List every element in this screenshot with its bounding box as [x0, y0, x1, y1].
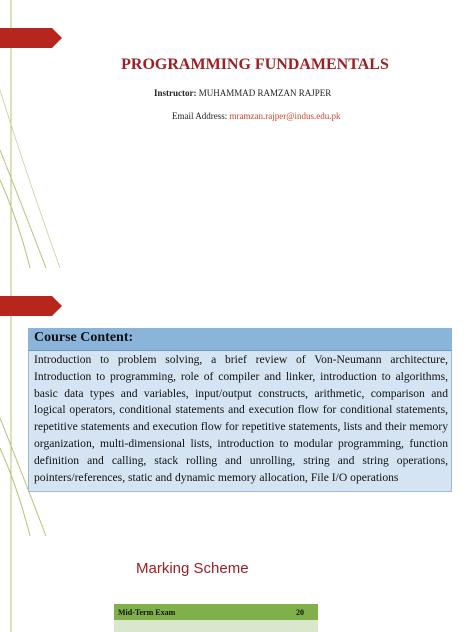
table-row [114, 620, 318, 632]
instructor-name: MUHAMMAD RAMZAN RAJPER [198, 88, 332, 98]
row-label: Mid-Term Exam [114, 604, 260, 620]
ribbon-marker [0, 28, 62, 48]
row-value: 20 [260, 604, 318, 620]
marking-scheme-heading: Marking Scheme [136, 560, 249, 577]
course-content-text: Introduction to problem solving, a brief review of Von-Neumann architecture, Introduction to programming, role of compiler and linker, introduction to algorithms, basic data types and variables, input/output constructs, arithmetic, comparison and logical operators, conditional statements and execution flow for conditional statements, repetitive statements and execution flow for repetitive statements, lists and their memory organization, multi-dimensional lists, introduction to modular programming, function definition and calling, stack rolling and unrolling, string and string operations, pointers/references, static and dynamic memory allocation, File I/O operations [34, 353, 448, 484]
row-label [114, 620, 260, 632]
row-value [260, 620, 318, 632]
email-link[interactable]: mramzan.rajper@indus.edu.pk [229, 111, 341, 121]
slide-title [0, 0, 474, 268]
slide-marking-scheme [0, 536, 474, 632]
marking-table [114, 604, 318, 632]
slide-course-content [0, 268, 474, 536]
table-row [114, 604, 318, 620]
course-content-heading: Course Content: [34, 330, 134, 345]
email-label: Email Address: [172, 111, 228, 121]
decorative-lines [0, 536, 60, 632]
ribbon-marker [0, 296, 62, 316]
course-content-header [28, 328, 452, 351]
page-title: PROGRAMMING FUNDAMENTALS [121, 56, 389, 73]
instructor-label: Instructor: [154, 88, 197, 98]
email-line [172, 111, 341, 121]
instructor-line [154, 88, 331, 98]
